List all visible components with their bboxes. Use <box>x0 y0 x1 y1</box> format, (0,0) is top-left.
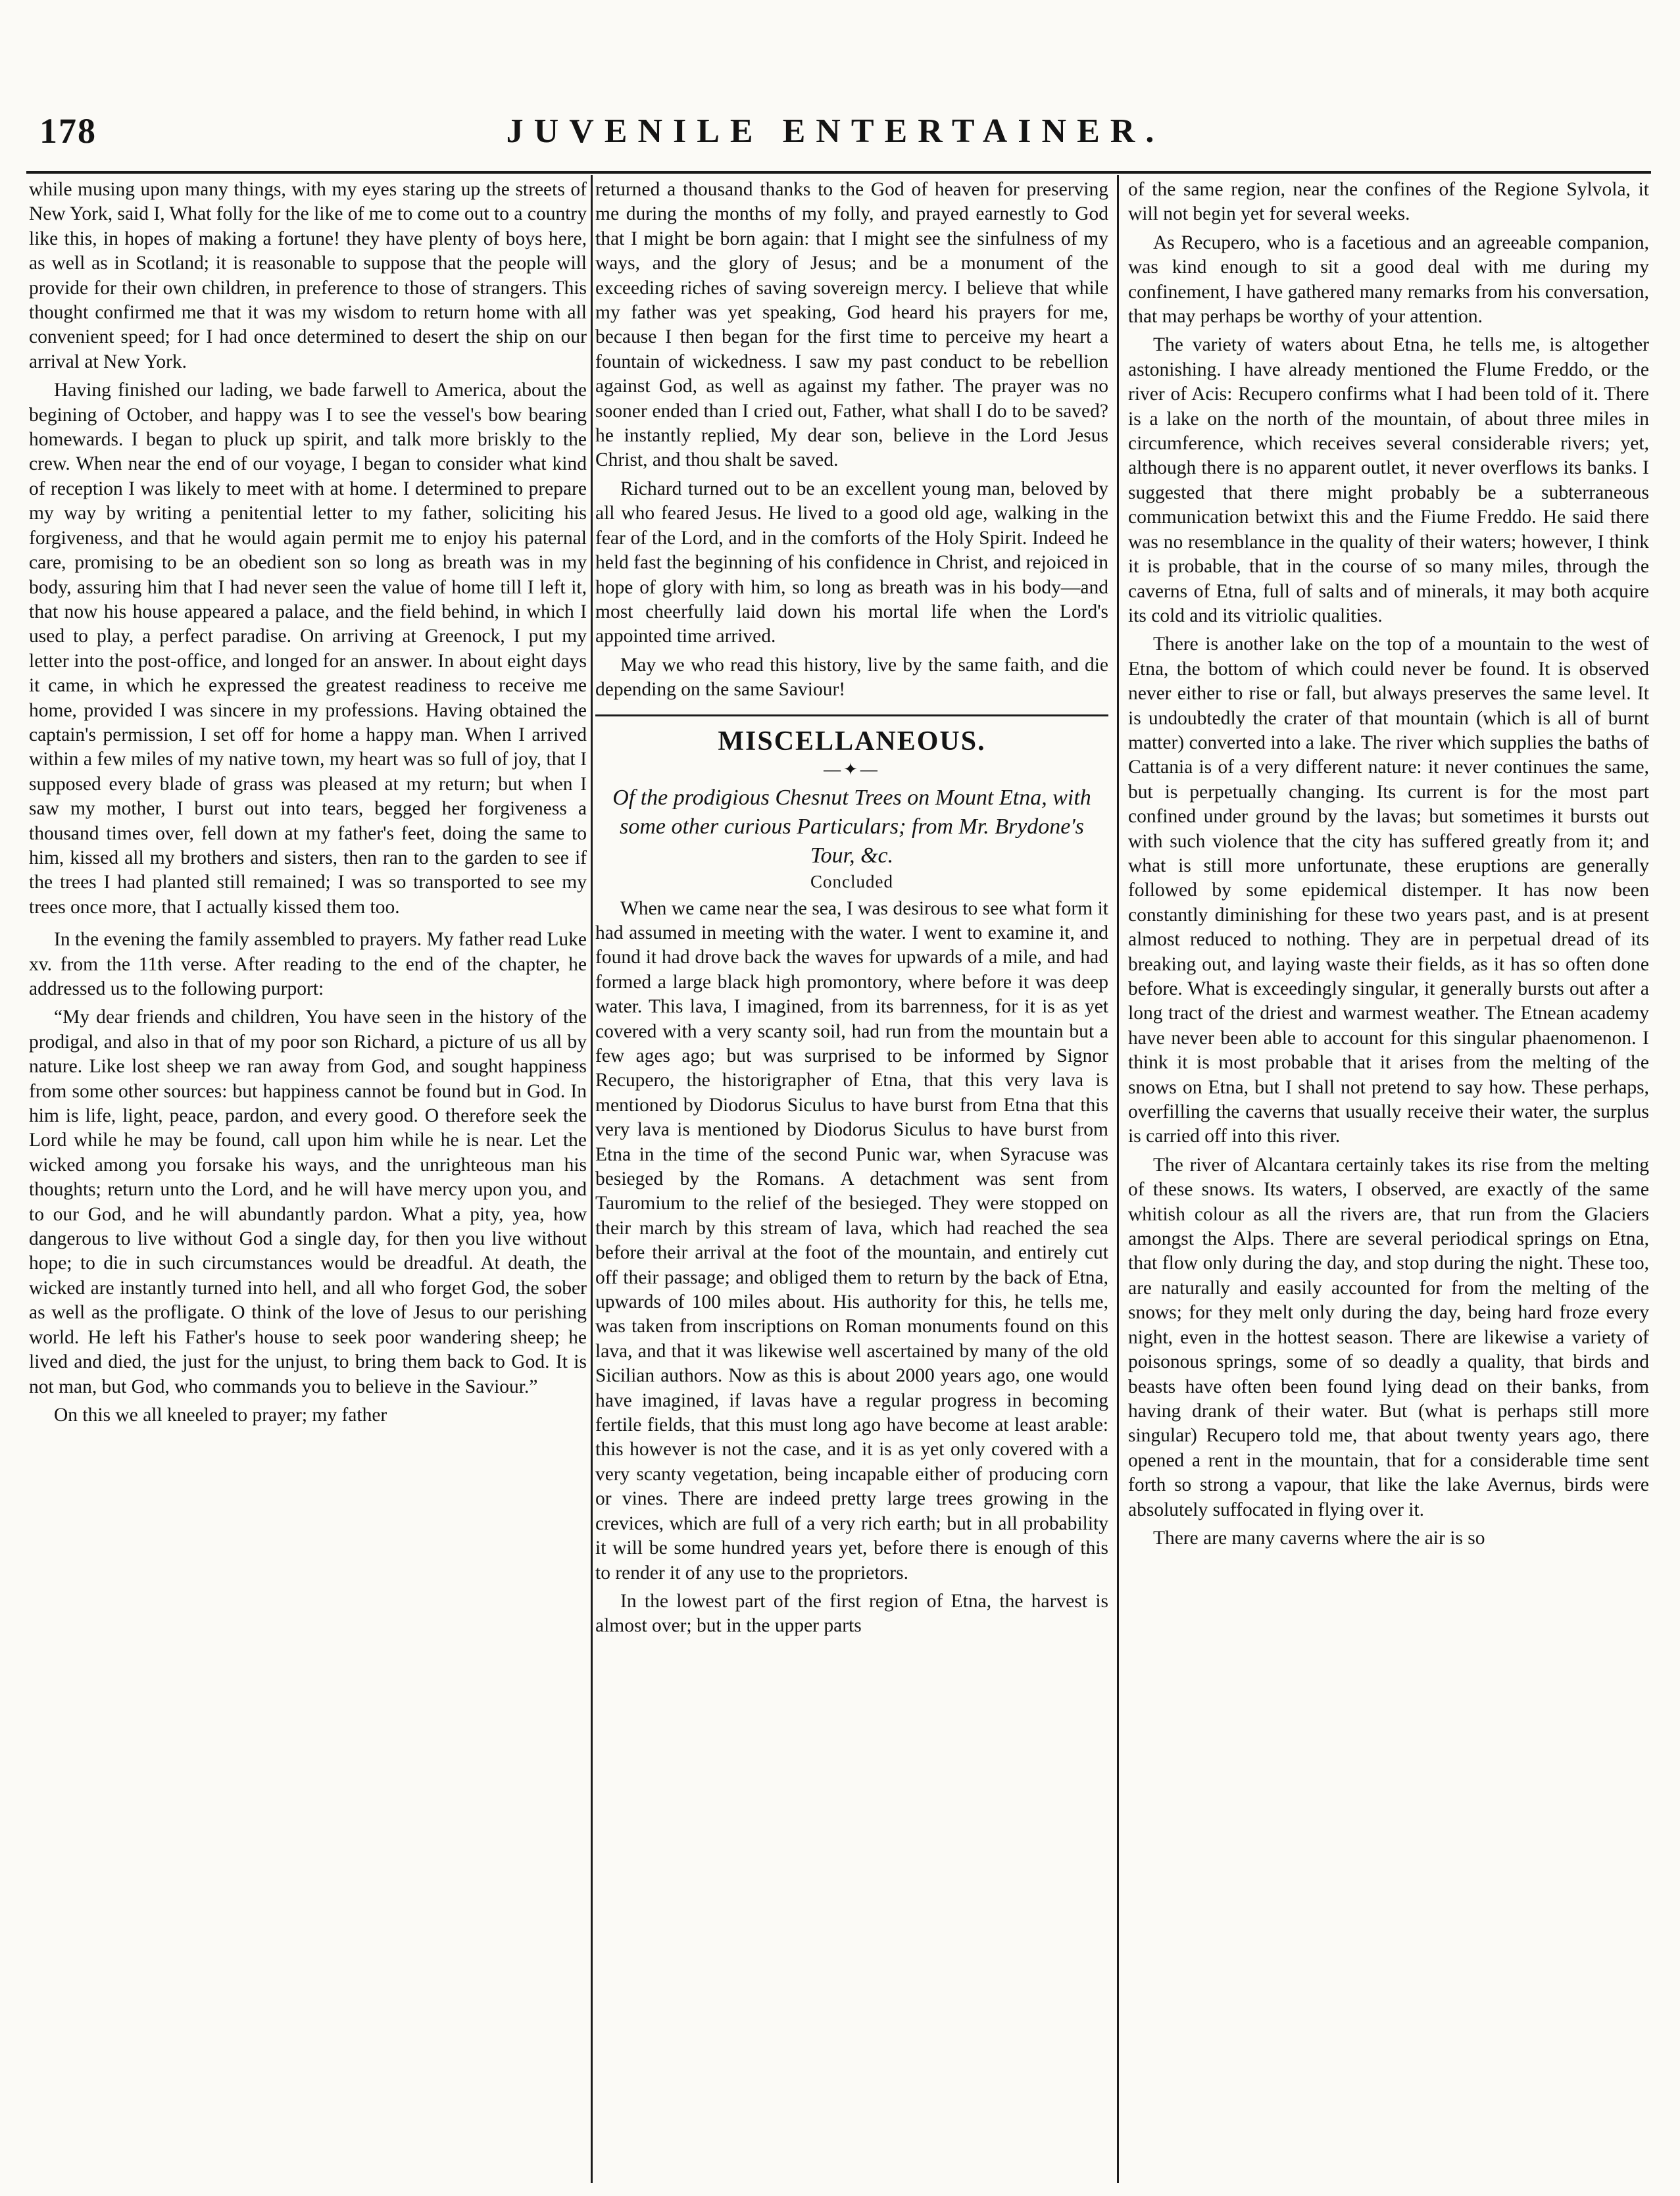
paragraph: On this we all kneeled to prayer; my father <box>54 1404 387 1426</box>
paragraph: As Recupero, who is a facetious and an agreeable companion, was kind enough to sit a good deal with me during my confinement, I have gathered many remarks from his conversation, that may perhaps be worthy of your attention. <box>1128 232 1649 328</box>
running-title: JUVENILE ENTERTAINER. <box>506 112 1165 150</box>
header-rule <box>26 171 1651 174</box>
article-note: Concluded <box>810 871 893 891</box>
paragraph: In the evening the family assembled to prayers. My father read Luke xv. from the 11th verse. After reading to the end of the chapter, he addressed us to the following purport: <box>29 929 587 999</box>
page-header <box>39 111 1631 163</box>
paragraph: May we who read this history, live by the same faith, and die depending on the same Saviour! <box>595 654 1108 701</box>
paragraph: of the same region, near the confines of the Regione Sylvola, it will not begin yet for several weeks. <box>1128 179 1649 225</box>
article-title: Of the prodigious Chesnut Trees on Mount Etna, with some other curious Particulars; from Mr. Brydone's Tour, &c. <box>612 785 1091 868</box>
paragraph: “My dear friends and children, You have seen in the history of the prodigal, and also in that of my poor son Richard, a picture of us all by nature. Like lost sheep we ran away from God, and sought happiness from some other sources: but happiness cannot be found but in God. In him is life, light, peace, pardon, and every good. O therefore seek the Lord while he may be found, call upon him while he is near. Let the wicked among you forsake his ways, and the unrighteous man his thoughts; return unto the Lord, and he will have mercy upon you, and to our God, and he will abundantly pardon. What a pity, yea, how dangerous to live without God a single day, for then you live without hope; to die in such circumstances would be dreadful. At death, the wicked are instantly turned into hell, and all who forget God, the sober as well as the profligate. O think of the love of Jesus to our perishing world. He left his Father's house to seek poor wandering sheep; he lived and died, the just for the unjust, to bring them back to God. It is not man, but God, who commands you to believe in the Saviour.” <box>29 1007 587 1397</box>
column-left <box>29 178 587 2170</box>
paragraph: Richard turned out to be an excellent young man, beloved by all who feared Jesus. He lived to a good old age, walking in the fear of the Lord, and in the comforts of the Holy Spirit. Indeed he held fast the beginning of his confidence in Christ, and rejoiced in hope of glory with him, so long as breath was in his body—and most cheerfully laid down his mortal life when the Lord's appointed time arrived. <box>595 478 1108 647</box>
paragraph: returned a thousand thanks to the God of heaven for preserving me during the months of my folly, and prayed earnestly to God that I might be born again: that I might see the sinfulness of my ways, and the glory of Jesus; and be a monument of the exceeding riches of saving sovereign mercy. I believe that while my father was yet speaking, God heard his prayers for me, because I then began for the first time to perceive my heart a fountain of wickedness. I saw my past conduct to be rebellion against God, as well as against my father. The prayer was no sooner ended than I cried out, Father, what shall I do to be saved? he instantly replied, My dear son, believe in the Lord Jesus Christ, and thou shalt be saved. <box>595 179 1108 471</box>
paragraph: The variety of waters about Etna, he tells me, is altogether astonishing. I have already mentioned the Flume Freddo, or the river of Acis: Recupero confirms what I had been told of it. There is a lake on the north of the mountain, of about three miles in circumference, which receives several considerable rivers; yet, although there is no apparent outlet, it never overflows its banks. I suggested that there might probably be a subterraneous communication betwixt this and the Fiume Freddo. He said there was no resemblance in the quality of their waters; however, I think it is probable, that in the course of so many miles, through the caverns of Etna, full of salts and of minerals, it may both acquire its cold and its vitriolic qualities. <box>1128 334 1649 626</box>
column-right <box>1128 178 1649 2170</box>
paragraph: In the lowest part of the first region of Etna, the harvest is almost over; but in the upper parts <box>595 1590 1108 1637</box>
column-divider-right <box>1117 175 1119 2183</box>
ornament: —✦— <box>824 759 880 779</box>
paragraph: There is another lake on the top of a mountain to the west of Etna, the bottom of which could never be found. It is observed never either to rise or fall, but always preserves the same level. It is undoubtedly the crater of that mountain (which is all of burnt matter) converted into a lake. The river which supplies the baths of Cattania is of a very different nature: it never continues the same, but is perpetually changing. Its current is for the most part confined under ground by the lavas; but sometimes it bursts out with such violence that the city has suffered greatly from it; and what is still more unfortunate, these eruptions are generally followed by some epidemical distemper. It has now been constantly diminishing for these two years past, and is at present almost reduced to nothing. They are in perpetual dread of its breaking out, and laying waste their fields, as it has so often done before. What is exceedingly singular, it generally bursts out after a long tract of the driest and warmest weather. The Etnean academy have never been able to account for this singular phaenomenon. I think it is most probable that it arises from the melting of the snows on Etna, but I shall not pretend to say how. These perhaps, overfilling the caverns that usually receive their water, the surplus is carried off into this river. <box>1128 634 1649 1147</box>
section-rule <box>595 714 1108 716</box>
page-number: 178 <box>39 111 97 151</box>
column-middle <box>595 178 1108 2170</box>
column-divider-left <box>591 175 593 2183</box>
paragraph: There are many caverns where the air is so <box>1153 1527 1485 1549</box>
paragraph: When we came near the sea, I was desirous to see what form it had assumed in meeting with the water. I went to examine it, and found it had drove back the waves for upwards of a mile, and had formed a large black high promontory, where before it was deep water. This lava, I imagined, from its barrenness, for it is as yet covered with a very scanty soil, had run from the mountain but a few ages ago; but was surprised to be informed by Signor Recupero, the historigrapher of Etna, that this very lava is mentioned by Diodorus Siculus to have burst from Etna that this very lava is mentioned by Diodorus Siculus to have burst from Etna in the time of the second Punic war, when Syracuse was besieged by the Romans. A detachment was sent from Tauromium to the relief of the besieged. They were stopped on their march by this stream of lava, which had reached the sea before their arrival at the foot of the mountain, and entirely cut off their passage; and obliged them to return by the back of Etna, upwards of 100 miles about. His authority for this, he tells me, was taken from inscriptions on Roman monuments found on this lava, and that it was likewise well ascertained by many of the old Sicilian authors. Now as this is about 2000 years ago, one would have imagined, if lavas have a regular progress in becoming fertile fields, that this must long ago have become at least arable: this however is not the case, and it is as yet only covered with a very scanty vegetation, being incapable either of producing corn or vines. There are indeed pretty large trees growing in the crevices, which are full of a very rich earth; but in all probability it will be some hundred years yet, before there is enough of this to render it of any use to the proprietors. <box>595 897 1108 1584</box>
paragraph: while musing upon many things, with my eyes staring up the streets of New York, said I, What folly for the like of me to come out to a country like this, in hopes of making a fortune! they have plenty of boys here, as well as in Scotland; it is reasonable to suppose that the people will provide for their own children, in preference to those of strangers. This thought confirmed me that it was my wisdom to return home with all convenient speed; for I had once determined to desert the ship on our arrival at New York. <box>29 179 587 372</box>
paragraph: The river of Alcantara certainly takes its rise from the melting of these snows. Its waters, I observed, are exactly of the same whitish colour as all the rivers are, that run from the Glaciers amongst the Alps. There are several periodical springs on Etna, that flow only during the day, and stop during the night. These too, are naturally and easily accounted for from the melting of the snows; for they melt only during the day, being hard froze every night, even in the hottest season. There are likewise a variety of poisonous springs, some of so deadly a quality, that birds and beasts have often been found lying dead on their banks, from having drank of their water. But (what is perhaps still more singular) Recupero told me, that about twenty years ago, there opened a rent in the mountain, that for a considerable time sent forth so strong a vapour, that like the lake Avernus, birds were absolutely suffocated in flying over it. <box>1128 1154 1649 1520</box>
paragraph: Having finished our lading, we bade farwell to America, about the begining of October, and happy was I to see the vessel's bow bearing homewards. I began to pluck up spirit, and talk more briskly to the crew. When near the end of our voyage, I began to consider what kind of reception I was likely to meet with at home. I determined to prepare my way by writing a penitential letter to my father, soliciting his forgiveness, and that he would again permit me to enjoy his paternal care, promising to be an obedient son so long as breath was in my body, assuring him that I had never seen the value of home till I left it, that now his house appeared a palace, and the field behind, in which I used to play, a perfect paradise. On arriving at Greenock, I put my letter into the post-office, and longed for an answer. In about eight days it came, in which he expressed the greatest readiness to receive me home, provided I was sincere in my professions. Having obtained the captain's permission, I set off for home a happy man. When I arrived within a few miles of my native town, my heart was so full of joy, that I supposed every blade of grass was pleased at my return; but when I saw my mother, I burst out into tears, begged her forgiveness a thousand times over, fell down at my father's feet, doing the same to him, kissed all my brothers and sisters, then ran to the garden to see if the trees I had planted still remained; I was so transported to see my trees once more, that I actually kissed them too. <box>29 380 587 918</box>
section-heading: MISCELLANEOUS. <box>718 726 986 757</box>
